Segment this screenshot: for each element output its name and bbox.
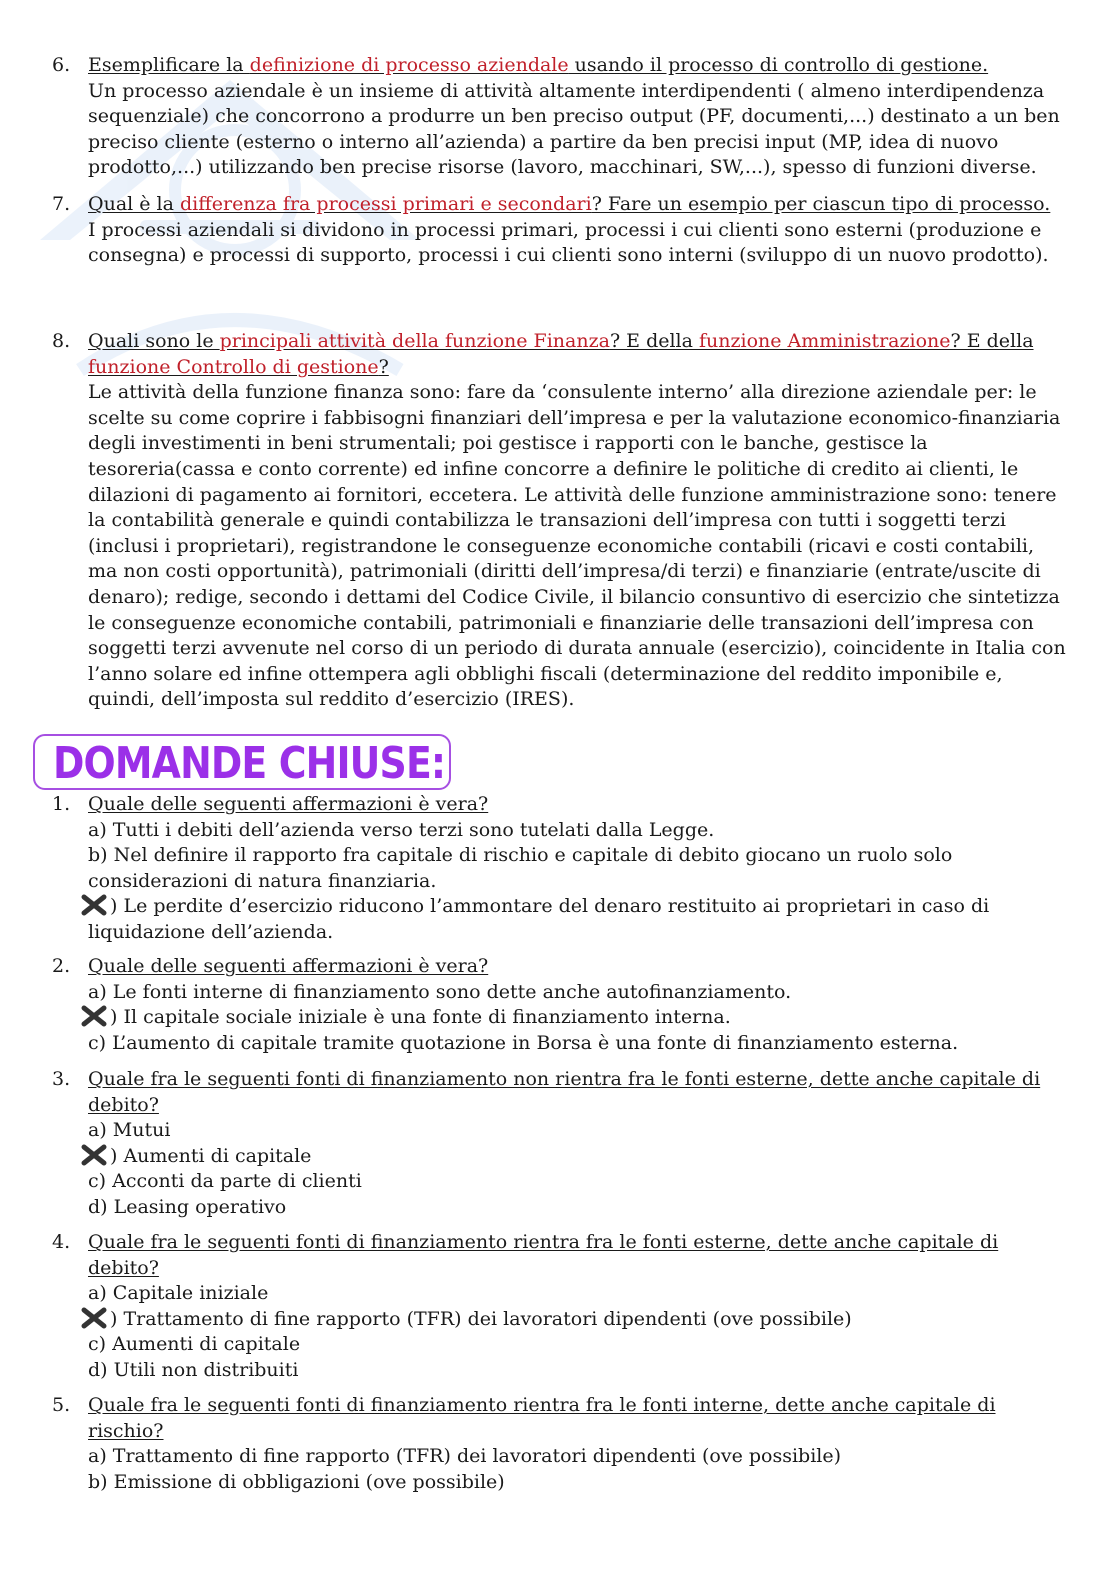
question-text: Quale fra le seguenti fonti di finanziamento rientra fra le fonti esterne, dette anche capitale di debito? <box>88 1231 999 1279</box>
open-question-8 <box>52 329 1068 713</box>
section-heading: DOMANDE CHIUSE: <box>53 738 446 789</box>
option-a: a) Tutti i debiti dell’azienda verso terzi sono tutelati dalla Legge. <box>88 818 715 841</box>
cross-mark-icon <box>80 1307 108 1329</box>
option-a: a) Mutui <box>88 1119 171 1142</box>
option-c: c) Acconti da parte di clienti <box>88 1170 362 1193</box>
option-b: b) Emissione di obbligazioni (ove possibile) <box>88 1470 505 1493</box>
option-c-marked: ) Le perdite d’esercizio riducono l’ammontare del denaro restituito ai proprietari in caso di liquidazione dell’azienda. <box>88 894 1068 945</box>
question-number: 2. <box>52 955 71 977</box>
option-b-marked: ) Trattamento di fine rapporto (TFR) dei lavoratori dipendenti (ove possibile) <box>88 1307 1068 1333</box>
closed-question-5 <box>52 1393 1068 1495</box>
closed-question-4 <box>52 1230 1068 1384</box>
option-b-marked: ) Il capitale sociale iniziale è una fonte di finanziamento interna. <box>88 1005 1068 1031</box>
question-text: Esemplificare la definizione di processo aziendale usando il processo di controllo di gestione. <box>88 54 989 76</box>
question-number: 1. <box>52 793 71 815</box>
section-heading-box <box>33 734 451 790</box>
cross-mark-icon <box>80 894 108 916</box>
closed-question-3 <box>52 1067 1068 1221</box>
closed-question-1 <box>52 792 1068 946</box>
question-text: Qual è la differenza fra processi primari e secondari? Fare un esempio per ciascun tipo di processo. <box>88 193 1051 215</box>
question-number: 8. <box>52 330 71 352</box>
option-a: a) Trattamento di fine rapporto (TFR) dei lavoratori dipendenti (ove possibile) <box>88 1445 842 1468</box>
question-text: Quale delle seguenti affermazioni è vera? <box>88 955 489 977</box>
cross-mark-icon <box>80 1005 108 1027</box>
option-c: c) L’aumento di capitale tramite quotazione in Borsa è una fonte di finanziamento esterna. <box>88 1031 959 1054</box>
answer-text: I processi aziendali si dividono in processi primari, processi i cui clienti sono esterni (produzione e consegna) e processi di supporto, processi i cui clienti sono interni (sviluppo di un nuovo prodotto). <box>88 218 1049 267</box>
option-c: c) Aumenti di capitale <box>88 1333 301 1356</box>
answer-text: Un processo aziendale è un insieme di attività altamente interdipendenti ( almeno interdipendenza sequenziale) che concorrono a produrre un ben preciso output (PF, documenti,...) destinato a un ben preciso cliente (esterno o interno all’azienda) a partire da ben precisi input (MP, idea di nuovo prodotto,...) utilizzando ben precise risorse (lavoro, macchinari, SW,...), spesso di funzioni diverse. <box>88 79 1060 179</box>
option-d: d) Utili non distribuiti <box>88 1358 299 1381</box>
option-b: b) Nel definire il rapporto fra capitale di rischio e capitale di debito giocano un ruolo solo considerazioni di natura finanziaria. <box>88 844 953 892</box>
option-d: d) Leasing operativo <box>88 1195 287 1218</box>
question-text: Quale fra le seguenti fonti di finanziamento rientra fra le fonti interne, dette anche capitale di rischio? <box>88 1394 996 1442</box>
question-number: 6. <box>52 54 71 76</box>
option-a: a) Capitale iniziale <box>88 1282 269 1305</box>
question-text: Quali sono le principali attività della funzione Finanza? E della funzione Amministrazione? E della funzione Controllo di gestione? <box>88 330 1034 378</box>
answer-text: Le attività della funzione finanza sono: fare da ‘consulente interno’ alla direzione aziendale per: le scelte su come coprire i fabbisogni finanziari dell’impresa e per la valutazione economico-finanziaria degli investimenti in beni strumentali; poi gestisce i rapporti con le banche, gestisce la tesoreria(cassa e conto corrente) ed infine concorre a definire le politiche di credito ai clienti, le dilazioni di pagamento ai fornitori, eccetera. Le attività delle funzione amministrazione sono: tenere la contabilità generale e quindi contabilizza le transazioni dell’impresa con tutti i soggetti terzi (inclusi i proprietari), registrandone le conseguenze economiche contabili (ricavi e costi contabili, ma non costi opportunità), patrimoniali (diritti dell’impresa/di terzi) e finanziarie (entrate/uscite di denaro); redige, secondo i dettami del Codice Civile, il bilancio consuntivo di esercizio che sintetizza le conseguenze economiche contabili, patrimoniali e finanziarie delle transazioni dell’impresa con soggetti terzi avvenute nel corso di un periodo di durata annuale (esercizio), coincidente in Italia con l’anno solare ed infine ottempera agli obblighi fiscali (determinazione del reddito imponibile e, quindi, dell’imposta sul reddito d’esercizio (IRES). <box>88 381 1066 711</box>
option-a: a) Le fonti interne di finanziamento sono dette anche autofinanziamento. <box>88 980 792 1003</box>
cross-mark-icon <box>80 1144 108 1166</box>
question-text: Quale fra le seguenti fonti di finanziamento non rientra fra le fonti esterne, dette anche capitale di debito? <box>88 1068 1041 1116</box>
question-number: 7. <box>52 193 71 215</box>
open-question-7 <box>52 192 1068 269</box>
question-number: 3. <box>52 1068 71 1090</box>
closed-question-2 <box>52 954 1068 1056</box>
question-text: Quale delle seguenti affermazioni è vera? <box>88 793 489 815</box>
question-number: 4. <box>52 1231 71 1253</box>
question-number: 5. <box>52 1394 71 1416</box>
option-b-marked: ) Aumenti di capitale <box>88 1144 1068 1170</box>
open-question-6 <box>52 53 1068 181</box>
